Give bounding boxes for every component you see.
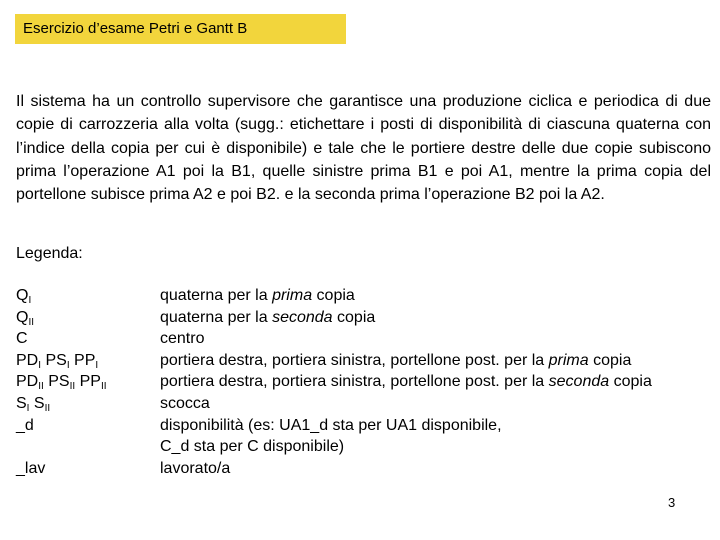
symbol-c: C <box>16 330 28 348</box>
symbol-p2: $PD_{II}$ $PS_{II}$ $PP_{II}$ <box>16 373 107 393</box>
symbol-spacer <box>16 436 156 458</box>
legend-descriptions <box>160 285 720 479</box>
symbol-s: $S_I$ $S_{II}$ <box>16 394 51 414</box>
slide-title: Esercizio d’esame Petri e Gantt B <box>23 20 248 37</box>
symbol-lav: _lav <box>16 459 46 477</box>
legend-symbols <box>16 285 156 479</box>
desc-c: centro <box>160 330 205 348</box>
symbol-q2: $Q_{II}$ <box>16 308 35 328</box>
desc-s: scocca <box>160 394 210 412</box>
symbol-d: _d <box>16 416 34 434</box>
desc-q1: quaterna per la prima copia <box>160 287 355 304</box>
desc-lav: lavorato/a <box>160 459 231 477</box>
desc-q2: quaterna per la seconda copia <box>160 308 376 326</box>
symbol-p1: $PD_I$ $PS_I$ $PP_I$ <box>16 351 99 371</box>
slide-title-box <box>15 14 346 44</box>
desc-p2: portiera destra, portiera sinistra, portellone post. per la seconda copia <box>160 373 652 391</box>
symbol-q1: $Q_I$ <box>16 287 32 306</box>
exercise-text: Il sistema ha un controllo supervisore che garantisce una produzione ciclica e periodica di due copie di carrozzeria alla volta (sugg.: etichettare i posti di disponibilità di ciascuna quaterna con l’indice della copia per cui è disponibile) e tale che le portiere destre delle due copie subiscono prima l’operazione A1 poi la B1, quelle sinistre prima B1 e poi A1, mentre la prima copia del portellone subisce prima A2 e poi B2. e la seconda prima l’operazione B2 poi la A2. <box>16 93 711 204</box>
desc-d1: disponibilità (es: UA1_d sta per UA1 disponibile, <box>160 416 502 434</box>
page-number: 3 <box>668 495 676 510</box>
legend-title: Legenda: <box>16 245 83 262</box>
desc-d2: C_d sta per C disponibile) <box>160 438 345 456</box>
desc-p1: portiera destra, portiera sinistra, portellone post. per la prima copia <box>160 351 632 369</box>
